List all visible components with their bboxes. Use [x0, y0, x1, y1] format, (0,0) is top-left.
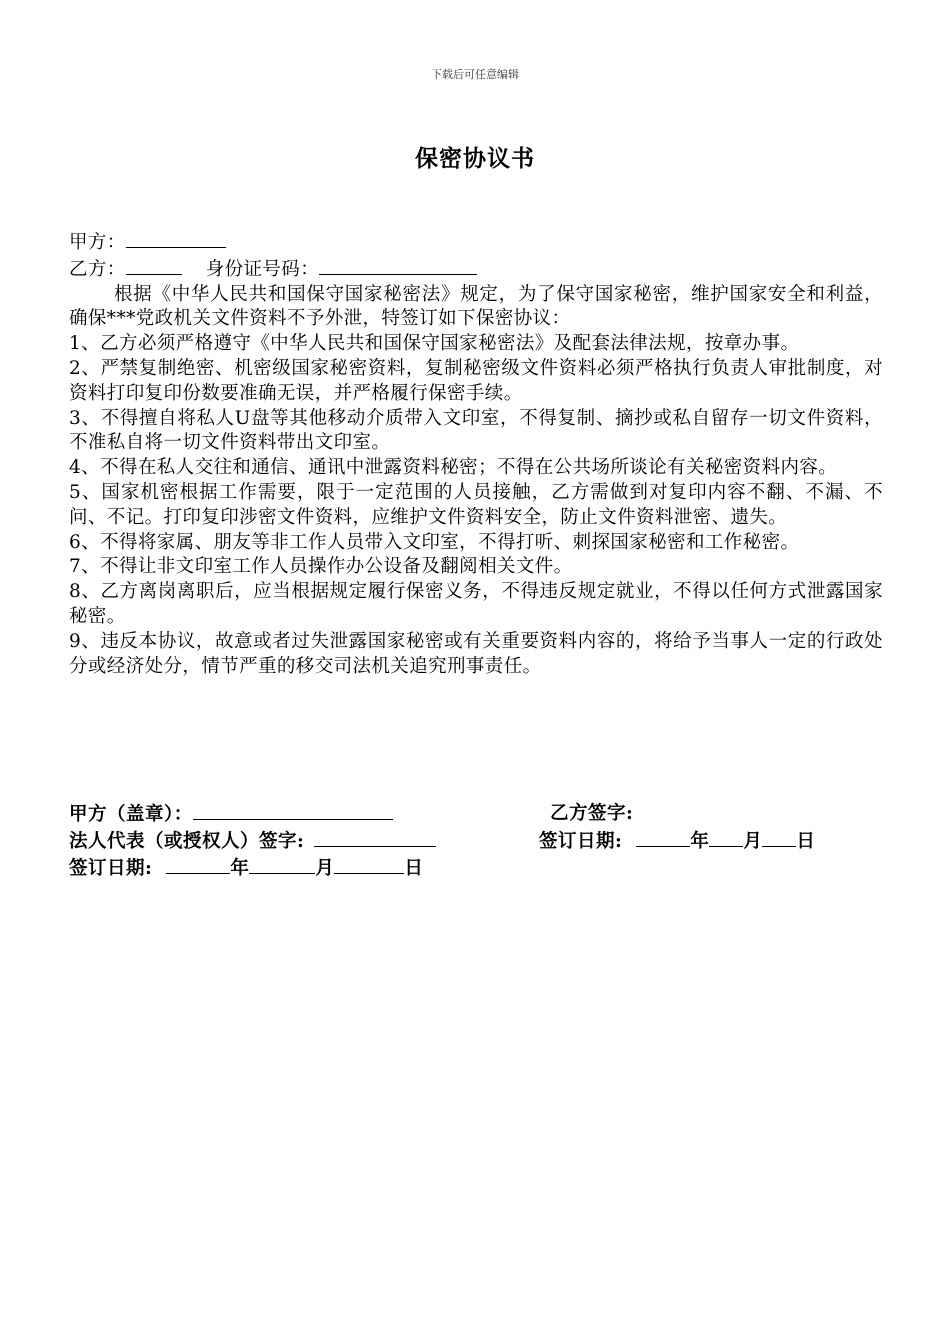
party-a-date-label: 签订日期:	[69, 858, 153, 879]
party-a-name-blank	[126, 229, 226, 248]
legal-rep-sign-blank	[314, 827, 436, 847]
clause-2: 2、严禁复制绝密、机密级国家秘密资料，复制秘密级文件资料必须严格执行负责人审批制度，对资料打印复印份数要准确无误，并严格履行保密手续。	[69, 357, 883, 404]
id-number-blank	[319, 256, 477, 275]
id-number-label: 身份证号码：	[205, 258, 320, 280]
party-a-day-blank	[334, 854, 404, 874]
party-b-label: 乙方：	[69, 258, 126, 280]
party-b-year-label: 年	[690, 831, 710, 852]
party-a-year-blank	[166, 854, 230, 874]
party-b-date-label: 签订日期:	[539, 831, 623, 852]
party-b-month-blank	[709, 827, 743, 847]
clause-6: 6、不得将家属、朋友等非工作人员带入文印室，不得打听、刺探国家秘密和工作秘密。	[69, 531, 800, 553]
legal-rep-sign-label: 法人代表（或授权人）签字:	[69, 831, 305, 852]
intro-paragraph: 根据《中华人民共和国保守国家秘密法》规定，为了保守国家秘密，维护国家安全和利益，确保***党政机关文件资料不予外泄，特签订如下保密协议：	[69, 283, 883, 330]
clause-4: 4、不得在私人交往和通信、通讯中泄露资料秘密；不得在公共场所谈论有关秘密资料内容。	[69, 457, 838, 479]
party-a-seal-label: 甲方（盖章）：	[69, 804, 193, 825]
party-b-name-blank	[126, 256, 182, 275]
party-b-sign-label: 乙方签字:	[550, 803, 634, 824]
header-note: 下载后可任意编辑	[431, 68, 519, 81]
party-a-year-label: 年	[230, 858, 250, 879]
party-b-year-blank	[636, 827, 690, 847]
party-a-line	[69, 229, 883, 256]
party-a-day-label: 日	[404, 858, 424, 879]
party-a-label: 甲方：	[69, 232, 126, 253]
party-b-line	[69, 256, 883, 283]
signature-block	[69, 800, 883, 881]
clause-7: 7、不得让非文印室工作人员操作办公设备及翻阅相关文件。	[69, 556, 573, 578]
party-b-day-label: 日	[796, 831, 816, 852]
party-a-month-label: 月	[315, 858, 335, 879]
clause-5: 5、国家机密根据工作需要，限于一定范围的人员接触，乙方需做到对复印内容不翻、不漏、不问、不记。打印复印涉密文件资料，应维护文件资料安全，防止文件资料泄密、遗失。	[69, 481, 883, 528]
clause-9: 9、违反本协议，故意或者过失泄露国家秘密或有关重要资料内容的，将给予当事人一定的行政处分或经济处分，情节严重的移交司法机关追究刑事责任。	[69, 630, 883, 677]
agreement-body	[69, 229, 883, 679]
party-a-seal-blank	[193, 800, 393, 820]
clause-3: 3、不得擅自将私人U盘等其他移动介质带入文印室，不得复制、摘抄或私自留存一切文件资料，不准私自将一切文件资料带出文印室。	[69, 407, 883, 454]
signature-row-2	[69, 827, 883, 854]
party-a-month-blank	[249, 854, 315, 874]
signature-row-3	[69, 854, 883, 881]
clause-1: 1、乙方必须严格遵守《中华人民共和国保守国家秘密法》及配套法律法规，按章办事。	[69, 333, 800, 355]
signature-row-1	[69, 800, 883, 827]
party-b-month-label: 月	[743, 831, 763, 852]
party-b-day-blank	[762, 827, 796, 847]
document-title: 保密协议书	[415, 145, 535, 172]
clause-8: 8、乙方离岗离职后，应当根据规定履行保密义务，不得违反规定就业，不得以任何方式泄露国家秘密。	[69, 581, 883, 627]
